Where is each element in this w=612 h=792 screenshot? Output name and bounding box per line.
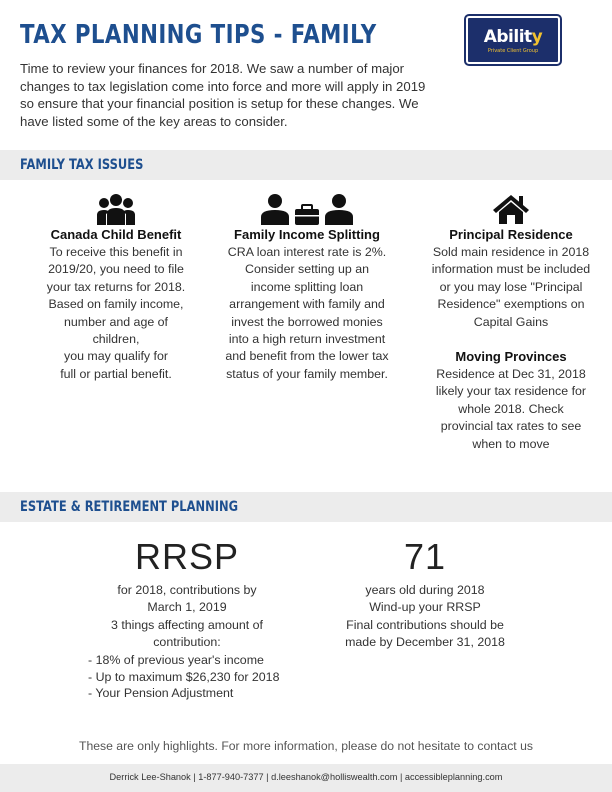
child-benefit-line: To receive this benefit in xyxy=(49,245,183,259)
principal-residence-line: or you may lose "Principal xyxy=(439,279,583,294)
moving-provinces-line: when to move xyxy=(472,436,550,451)
moving-provinces-line: likely your tax residence for xyxy=(435,384,587,399)
child-benefit-line: full or partial benefit. xyxy=(60,366,172,381)
child-benefit-line: Based on family income, xyxy=(48,297,184,312)
estate-section-band xyxy=(0,492,612,522)
age-line: years old during 2018 xyxy=(365,583,485,597)
age-heading: 71 xyxy=(403,536,447,577)
family-section-band xyxy=(0,150,612,180)
company-logo xyxy=(466,16,560,64)
child-benefit-block xyxy=(36,193,196,383)
footer-note: These are only highlights. For more information, please do not hesitate to contact us xyxy=(79,739,533,753)
income-splitting-line: status of your family member. xyxy=(226,366,388,381)
child-benefit-line: your tax returns for 2018. xyxy=(46,279,186,294)
rrsp-line: 3 things affecting amount of xyxy=(110,617,263,632)
principal-residence-line: information must be included xyxy=(431,262,591,277)
rrsp-line: contribution: xyxy=(153,635,221,650)
income-splitting-line: into a high return investment xyxy=(228,332,386,347)
rrsp-line: for 2018, contributions by xyxy=(117,583,257,597)
rrsp-bullet: - Your Pension Adjustment xyxy=(88,686,234,700)
rrsp-bullet-list xyxy=(88,652,279,702)
principal-residence-line: Sold main residence in 2018 xyxy=(432,245,590,259)
logo-tagline: Private Client Group xyxy=(487,47,539,54)
moving-provinces-line: provincial tax rates to see xyxy=(440,419,582,434)
residence-block xyxy=(421,193,601,453)
child-benefit-line: 2019/20, you need to file xyxy=(48,262,184,277)
rrsp-heading: RRSP xyxy=(134,536,240,577)
age-details xyxy=(330,582,520,652)
income-splitting-line: CRA loan interest rate is 2%. xyxy=(227,245,387,259)
income-splitting-block xyxy=(217,193,397,383)
income-splitting-line: Consider setting up an xyxy=(245,262,369,277)
income-splitting-line: invest the borrowed monies xyxy=(231,314,383,329)
house-icon xyxy=(492,193,530,225)
family-section-label: FAMILY TAX ISSUES xyxy=(20,157,144,173)
age-line: Wind-up your RRSP xyxy=(369,600,481,615)
principal-residence-line: Residence" exemptions on xyxy=(437,297,585,312)
child-benefit-line: you may qualify for xyxy=(64,349,168,364)
moving-provinces-title: Moving Provinces xyxy=(455,349,567,365)
moving-provinces-line: whole 2018. Check xyxy=(458,401,564,416)
rrsp-details xyxy=(92,582,282,652)
principal-residence-title: Principal Residence xyxy=(449,227,573,242)
rrsp-line: March 1, 2019 xyxy=(147,600,227,615)
family-group-icon xyxy=(96,193,136,225)
child-benefit-line: children, xyxy=(92,332,140,347)
rrsp-bullet: - 18% of previous year's income xyxy=(88,653,264,667)
estate-section-label: ESTATE & RETIREMENT PLANNING xyxy=(20,499,239,515)
intro-paragraph: Time to review your finances for 2018. We saw a number of major changes to tax legislation come into force and more will apply in 2019 so ensure that your financial position is setup for these changes. We have listed some of the key areas to consider. xyxy=(20,61,426,129)
age-line: Final contributions should be xyxy=(346,617,504,632)
child-benefit-line: number and age of xyxy=(63,314,169,329)
age-line: made by December 31, 2018 xyxy=(345,635,505,650)
page-title: TAX PLANNING TIPS - FAMILY xyxy=(20,20,377,50)
principal-residence-line: Capital Gains xyxy=(473,314,549,329)
income-splitting-line: arrangement with family and xyxy=(229,297,385,312)
rrsp-bullet: - Up to maximum $26,230 for 2018 xyxy=(88,669,280,684)
child-benefit-title: Canada Child Benefit xyxy=(50,227,182,242)
people-briefcase-icon xyxy=(259,193,355,225)
moving-provinces-line: Residence at Dec 31, 2018 xyxy=(436,367,586,382)
footer-contact: Derrick Lee-Shanok | 1-877-940-7377 | d.leeshanok@holliswealth.com | accessibleplanning.com xyxy=(109,772,503,782)
logo-name: Ability xyxy=(483,26,543,47)
income-splitting-title: Family Income Splitting xyxy=(234,227,380,242)
income-splitting-line: and benefit from the lower tax xyxy=(225,349,389,364)
income-splitting-line: income splitting loan xyxy=(250,279,364,294)
